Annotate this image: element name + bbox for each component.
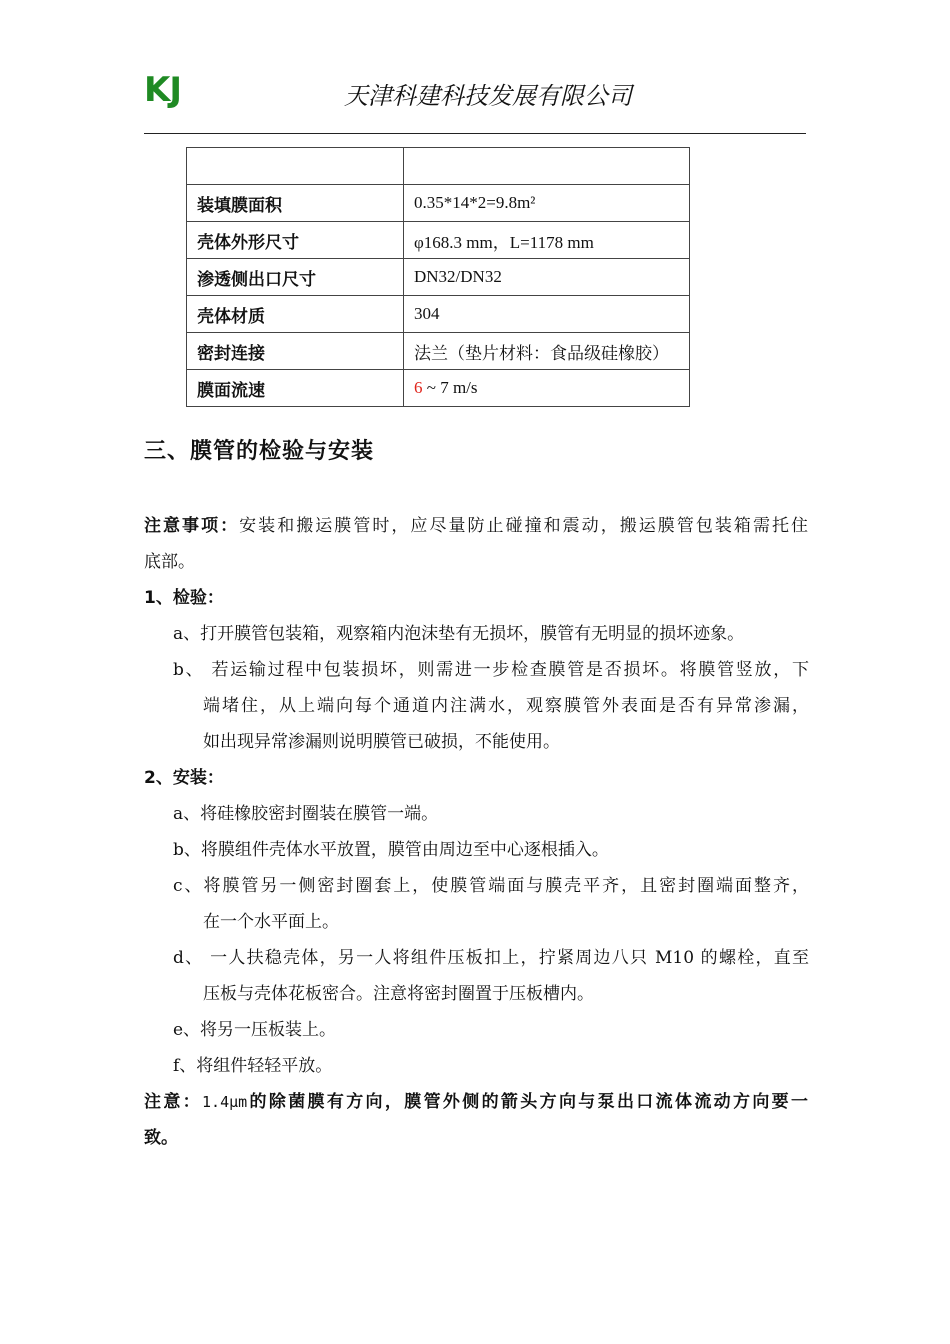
note-continuation: 致。: [144, 1128, 178, 1148]
page-header: [144, 62, 806, 122]
spec-label: 壳体材质: [187, 296, 404, 333]
notice-label: 注意事项：: [144, 516, 240, 536]
table-row: [187, 370, 690, 407]
flow-rate-rest: ~ 7 m/s: [422, 378, 478, 397]
spec-value: φ168.3 mm，L=1178 mm: [404, 222, 690, 259]
section-title: 三、膜管的检验与安装: [144, 439, 375, 464]
company-logo: KJ: [144, 70, 181, 110]
table-row: [187, 148, 690, 185]
inspection-heading: 1、检验：: [144, 588, 224, 608]
spec-value: 0.35*14*2=9.8m²: [404, 185, 690, 222]
inspection-item-b-line3: 如出现异常渗漏则说明膜管已破损，不能使用。: [203, 732, 560, 752]
installation-item-d-line2: 压板与壳体花板密合。注意将密封圈置于压板槽内。: [203, 984, 594, 1004]
table-row: [187, 333, 690, 370]
note-paragraph: [144, 1084, 808, 1120]
company-name: 天津科建科技发展有限公司: [344, 82, 632, 110]
table-row: [187, 296, 690, 333]
note-label: 注意：: [144, 1092, 203, 1112]
installation-item-c-line2: 在一个水平面上。: [203, 912, 339, 932]
notice-paragraph: [144, 508, 808, 544]
flow-rate-min: 6: [414, 378, 423, 397]
installation-item-d: d、 一人扶稳壳体，另一人将组件压板扣上，拧紧周边八只 M10 的螺栓，直至: [173, 948, 809, 968]
inspection-item-a: a、打开膜管包装箱，观察箱内泡沫垫有无损坏，膜管有无明显的损坏迹象。: [173, 624, 745, 644]
spec-value: DN32/DN32: [404, 259, 690, 296]
spec-table: [186, 147, 690, 407]
installation-item-c: c、将膜管另一侧密封圈套上，使膜管端面与膜壳平齐，且密封圈端面整齐，: [173, 876, 809, 896]
installation-heading: 2、安装：: [144, 768, 224, 788]
spec-label: [187, 148, 404, 185]
table-row: [187, 222, 690, 259]
spec-value: [404, 148, 690, 185]
table-row: [187, 259, 690, 296]
notice-continuation: 底部。: [144, 552, 195, 572]
note-spec: 1.4μm: [202, 1093, 248, 1111]
spec-value: 304: [404, 296, 690, 333]
spec-label: 渗透侧出口尺寸: [187, 259, 404, 296]
notice-text: 安装和搬运膜管时，应尽量防止碰撞和震动，搬运膜管包装箱需托住: [239, 516, 809, 536]
spec-value: [404, 370, 690, 407]
spec-label: 膜面流速: [187, 370, 404, 407]
inspection-item-b-line2: 端堵住，从上端向每个通道内注满水，观察膜管外表面是否有异常渗漏，: [203, 696, 809, 716]
table-row: [187, 185, 690, 222]
installation-item-a: a、将硅橡胶密封圈装在膜管一端。: [173, 804, 439, 824]
header-divider: [144, 133, 806, 134]
installation-item-b: b、将膜组件壳体水平放置，膜管由周边至中心逐根插入。: [173, 840, 609, 860]
spec-label: 密封连接: [187, 333, 404, 370]
spec-label: 装填膜面积: [187, 185, 404, 222]
inspection-item-b: b、 若运输过程中包装损坏，则需进一步检查膜管是否损坏。将膜管竖放，下: [173, 660, 809, 680]
spec-label: 壳体外形尺寸: [187, 222, 404, 259]
installation-item-f: f、将组件轻轻平放。: [173, 1056, 333, 1076]
installation-item-e: e、将另一压板装上。: [173, 1020, 337, 1040]
note-text: 的除菌膜有方向，膜管外侧的箭头方向与泵出口流体流动方向要一: [247, 1092, 809, 1112]
spec-value: 法兰（垫片材料：食品级硅橡胶）: [404, 333, 690, 370]
